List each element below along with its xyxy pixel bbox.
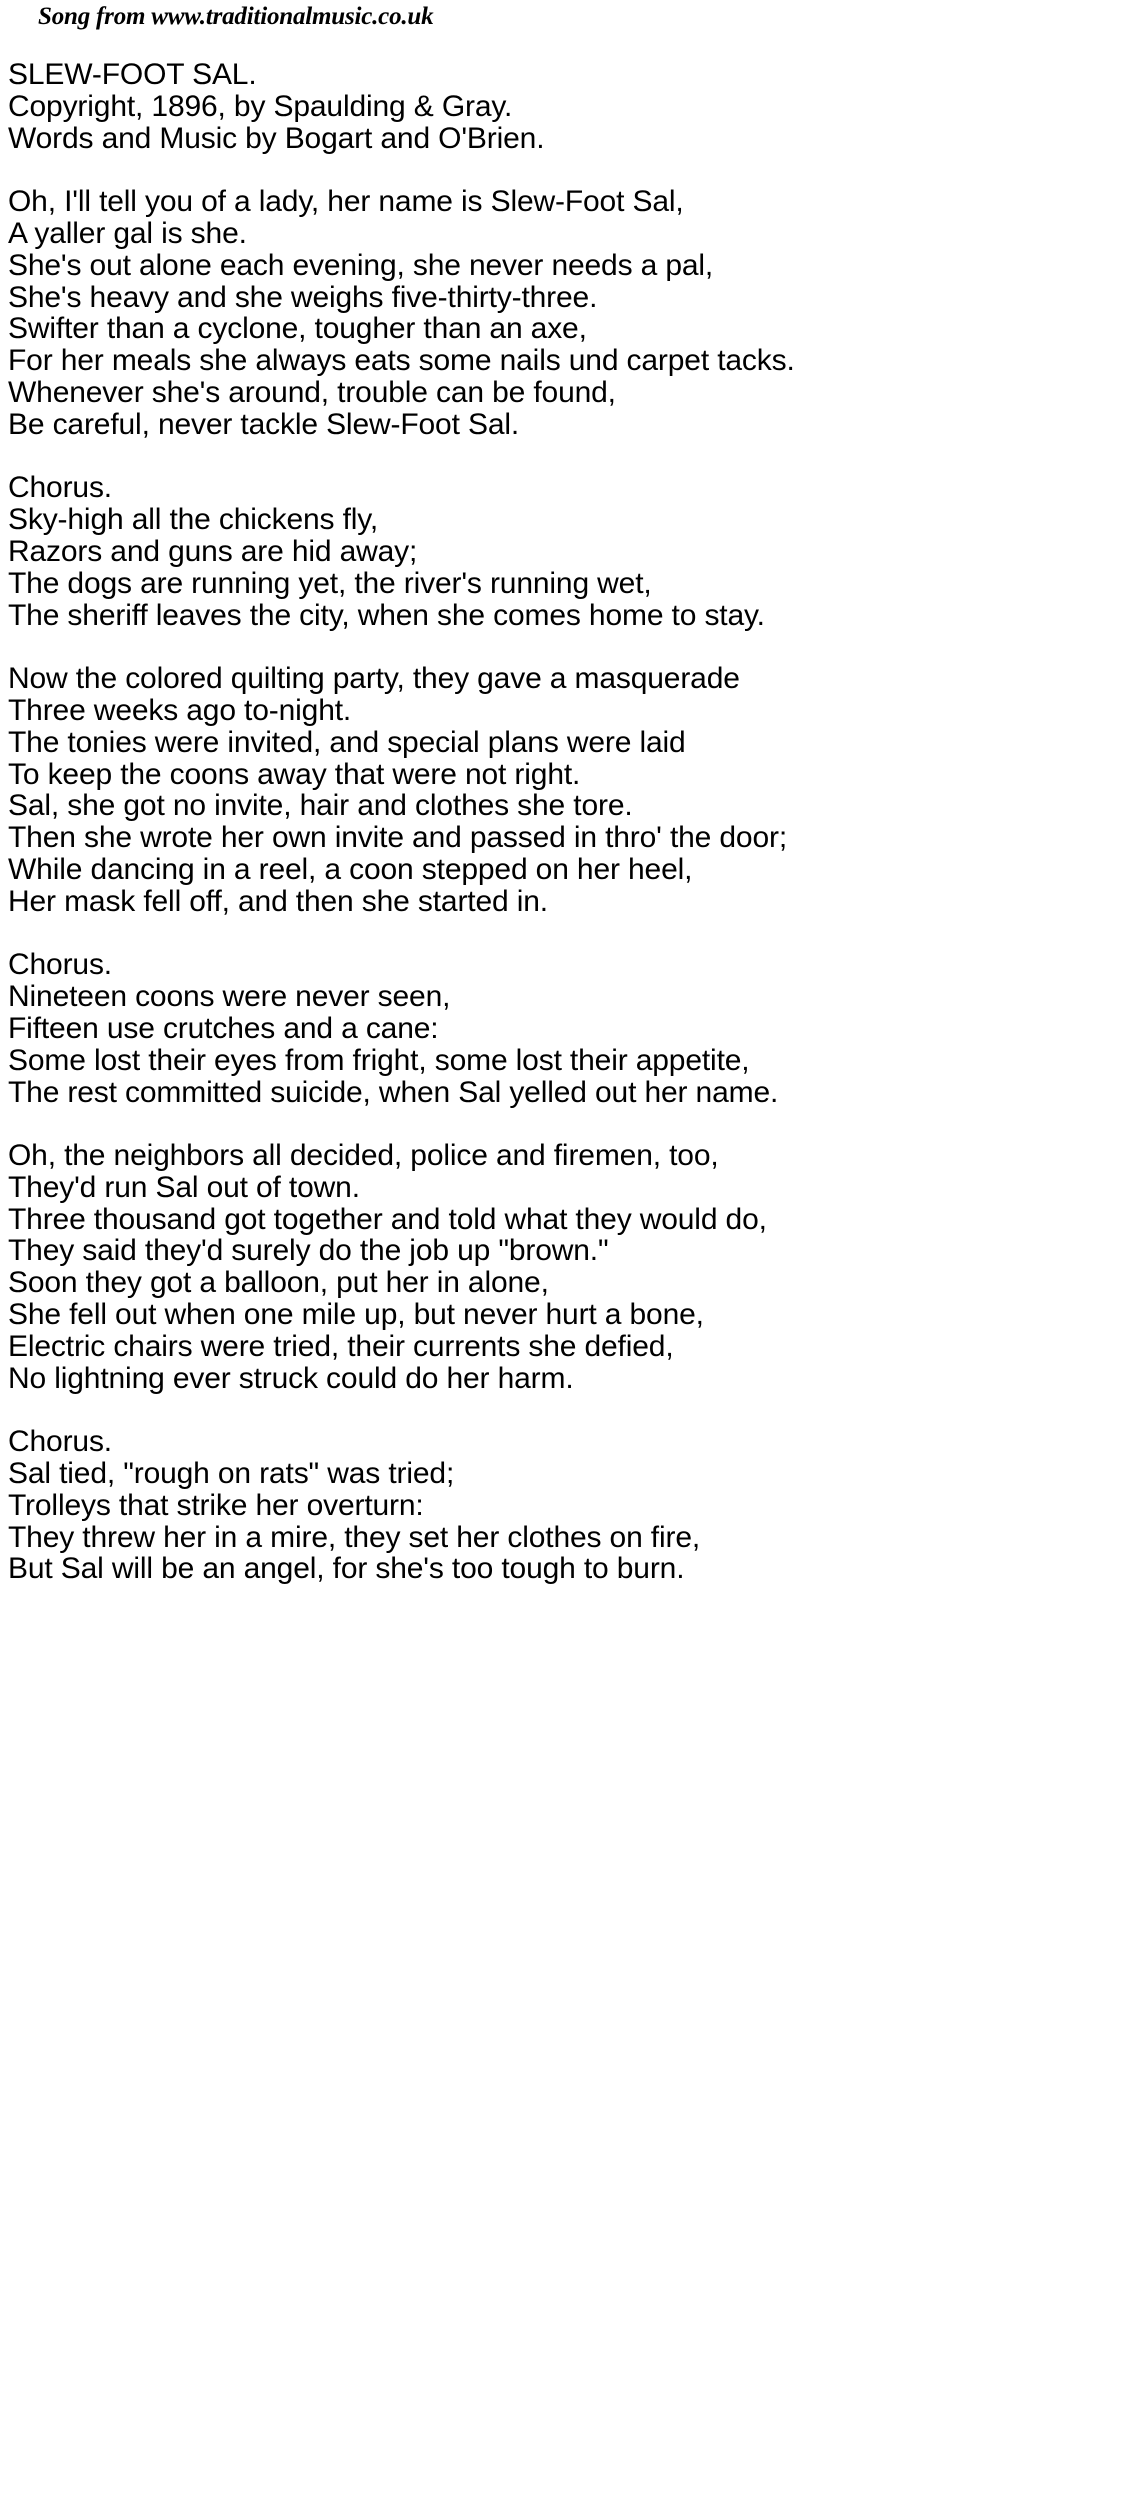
lyric-line: Oh, the neighbors all decided, police and firemen, too,: [8, 1139, 719, 1173]
lyric-line: No lightning ever struck could do her harm.: [8, 1361, 574, 1395]
lyric-line-blank: [8, 154, 1128, 186]
lyric-line: They said they'd surely do the job up "brown.": [8, 1234, 609, 1268]
lyric-line: The dogs are running yet, the river's running wet,: [8, 566, 652, 600]
lyric-line: The rest committed suicide, when Sal yelled out her name.: [8, 1075, 779, 1109]
lyric-line-blank: [8, 1108, 1128, 1140]
lyric-line: They threw her in a mire, they set her clothes on fire,: [8, 1520, 701, 1554]
lyric-line: Her mask fell off, and then she started in.: [8, 884, 548, 918]
lyric-line-chorus-label: Chorus.: [8, 471, 112, 505]
lyric-line: A yaller gal is she.: [8, 216, 247, 250]
lyric-line: Then she wrote her own invite and passed in thro' the door;: [8, 821, 788, 855]
lyric-line: Nineteen coons were never seen,: [8, 980, 451, 1014]
lyric-line: She's out alone each evening, she never needs a pal,: [8, 248, 714, 282]
lyric-line: They'd run Sal out of town.: [8, 1170, 360, 1204]
lyric-line: Soon they got a balloon, put her in alone,: [8, 1266, 549, 1300]
lyric-line: She's heavy and she weighs five-thirty-three.: [8, 280, 598, 314]
lyric-line: While dancing in a reel, a coon stepped on her heel,: [8, 852, 693, 886]
lyric-line: Sal tied, "rough on rats" was tried;: [8, 1457, 455, 1491]
lyric-line: For her meals she always eats some nails und carpet tacks.: [8, 344, 795, 378]
lyric-line: Whenever she's around, trouble can be found,: [8, 375, 616, 409]
lyric-line-blank: [8, 1394, 1128, 1426]
lyric-line: Sky-high all the chickens fly,: [8, 503, 379, 537]
lyric-line: Three thousand got together and told what they would do,: [8, 1202, 767, 1236]
lyric-line: Electric chairs were tried, their currents she defied,: [8, 1329, 674, 1363]
lyric-line: Three weeks ago to-night.: [8, 693, 352, 727]
lyric-line: Now the colored quilting party, they gave a masquerade: [8, 662, 740, 696]
lyric-line: Razors and guns are hid away;: [8, 534, 418, 568]
lyric-line: SLEW-FOOT SAL.: [8, 58, 257, 91]
lyric-line: The sheriff leaves the city, when she comes home to stay.: [8, 598, 765, 632]
lyric-line: The tonies were invited, and special plans were laid: [8, 725, 686, 759]
lyric-line-chorus-label: Chorus.: [8, 948, 112, 982]
lyric-line: Some lost their eyes from fright, some lost their appetite,: [8, 1043, 750, 1077]
lyric-line-blank: [8, 441, 1128, 473]
lyric-line-blank: [8, 918, 1128, 950]
lyric-line: Trolleys that strike her overturn:: [8, 1488, 424, 1522]
lyric-line: She fell out when one mile up, but never hurt a bone,: [8, 1298, 704, 1332]
song-lyrics: [0, 59, 1128, 1585]
lyric-line-blank: [8, 631, 1128, 663]
lyric-line: Fifteen use crutches and a cane:: [8, 1011, 439, 1045]
lyric-line: Words and Music by Bogart and O'Brien.: [8, 121, 545, 155]
lyric-line: Copyright, 1896, by Spaulding & Gray.: [8, 89, 513, 123]
lyric-line: Swifter than a cyclone, tougher than an axe,: [8, 312, 587, 346]
lyric-line: Oh, I'll tell you of a lady, her name is Slew-Foot Sal,: [8, 185, 684, 219]
lyric-line-chorus-label: Chorus.: [8, 1425, 112, 1459]
lyric-line: Be careful, never tackle Slew-Foot Sal.: [8, 407, 520, 441]
site-credit: Song from www.traditionalmusic.co.uk: [38, 3, 434, 30]
lyric-line: To keep the coons away that were not right.: [8, 757, 581, 791]
lyric-line: But Sal will be an angel, for she's too tough to burn.: [8, 1552, 685, 1586]
lyric-line: Sal, she got no invite, hair and clothes she tore.: [8, 789, 633, 823]
